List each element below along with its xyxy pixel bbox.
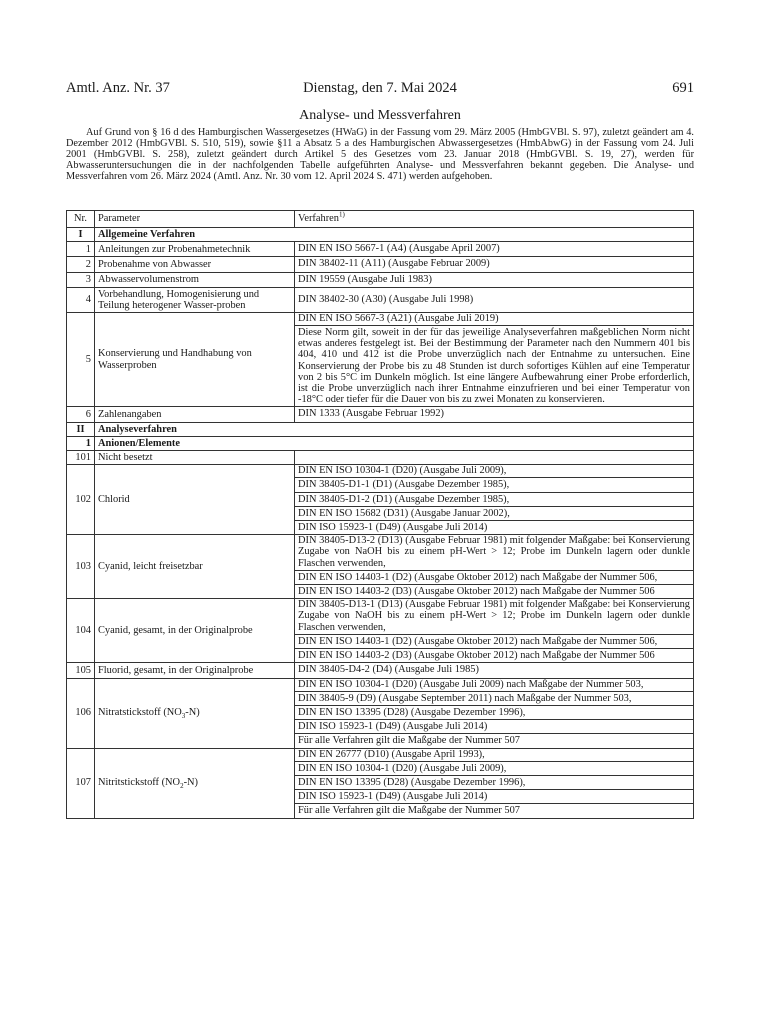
header-parameter: Parameter [95, 211, 295, 228]
row-verfahren [295, 748, 694, 818]
verfahren-entry: DIN EN ISO 13395 (D28) (Ausgabe Dezember 1996), [295, 705, 693, 719]
table-row [67, 678, 694, 748]
verfahren-entry: Für alle Verfahren gilt die Maßgabe der Nummer 507 [295, 733, 693, 747]
row-verfahren [295, 242, 694, 257]
table-row [67, 465, 694, 535]
row-number: 4 [67, 287, 95, 312]
row-number: 104 [67, 599, 95, 663]
table-body [67, 228, 694, 819]
row-number: II [67, 422, 95, 436]
table-row [67, 257, 694, 272]
verfahren-entry: DIN EN ISO 5667-3 (A21) (Ausgabe Juli 2019) [298, 312, 499, 324]
row-parameter: Cyanid, leicht freisetzbar [95, 535, 295, 599]
row-verfahren [295, 312, 694, 407]
row-parameter: Anleitungen zur Probenahmetechnik [95, 242, 295, 257]
verfahren-entry: DIN 38405-D4-2 (D4) (Ausgabe Juli 1985) [298, 664, 479, 676]
table-row [67, 663, 694, 678]
verfahren-entry: DIN EN ISO 10304-1 (D20) (Ausgabe Juli 2009), [295, 761, 693, 775]
row-verfahren [295, 451, 694, 465]
verfahren-entry: DIN EN 26777 (D10) (Ausgabe April 1993), [298, 748, 485, 760]
row-verfahren [295, 535, 694, 599]
parameter-text: Nitritstickstoff (NO [98, 777, 181, 789]
verfahren-entry: DIN EN ISO 14403-2 (D3) (Ausgabe Oktober 2012) nach Maßgabe der Nummer 506 [295, 648, 693, 662]
row-number: 1 [67, 436, 95, 450]
issue-date: Dienstag, den 7. Mai 2024 [303, 80, 457, 96]
row-number: 2 [67, 257, 95, 272]
table-header-row [67, 211, 694, 228]
row-parameter: Anionen/Elemente [95, 436, 694, 450]
verfahren-entry: Für alle Verfahren gilt die Maßgabe der Nummer 507 [295, 803, 693, 817]
row-parameter: Probenahme von Abwasser [95, 257, 295, 272]
row-verfahren [295, 257, 694, 272]
header-verfahren [295, 211, 694, 228]
table-row [67, 272, 694, 287]
row-number: 101 [67, 451, 95, 465]
footnote-marker: 1) [338, 210, 345, 219]
verfahren-entry: DIN 38405-D1-2 (D1) (Ausgabe Dezember 1985), [295, 492, 693, 506]
row-verfahren [295, 678, 694, 748]
row-parameter: Zahlenangaben [95, 407, 295, 422]
verfahren-entry: DIN EN ISO 15682 (D31) (Ausgabe Januar 2002), [295, 506, 693, 520]
table-row [67, 407, 694, 422]
verfahren-entry: Diese Norm gilt, soweit in der für das jeweilige Analyseverfahren maßgeblichen Norm nicht etwas anderes festgelegt ist. Bei der Bestimmung der Parameter nach den Nummern 401 bis 404, 410 und 412 ist die Probe unverzüglich nach der Entnahme zu untersuchen. Eine Konservierung der Probe bis zu 48 Stunden ist durch sofortiges Kühlen auf eine Temperatur von 2 bis 5°C im Dunkeln möglich. Ist eine längere Aufbewahrung einer Probe erforderlich, ist die Probe unverzüglich nach ihrer Entnahme einzufrieren und bei einer Temperatur von -18°C oder tiefer für die Dauer von bis zu zwei Monaten zu konservieren. [295, 325, 693, 406]
verfahren-entry: DIN EN ISO 14403-1 (D2) (Ausgabe Oktober 2012) nach Maßgabe der Nummer 506, [295, 570, 693, 584]
verfahren-entry: DIN EN ISO 10304-1 (D20) (Ausgabe Juli 2009), [298, 465, 507, 477]
row-number: 103 [67, 535, 95, 599]
row-number: 102 [67, 465, 95, 535]
row-number: 106 [67, 678, 95, 748]
table-row [67, 451, 694, 465]
verfahren-entry: DIN EN ISO 14403-2 (D3) (Ausgabe Oktober 2012) nach Maßgabe der Nummer 506 [295, 584, 693, 598]
table-row [67, 748, 694, 818]
row-parameter [95, 678, 295, 748]
row-parameter [95, 748, 295, 818]
verfahren-entry: DIN 38402-11 (A11) (Ausgabe Februar 2009) [298, 258, 490, 270]
section-row [67, 228, 694, 242]
row-parameter: Konservierung und Handhabung von Wasserproben [95, 312, 295, 407]
header-verfahren-label: Verfahren [298, 213, 339, 225]
row-number: 1 [67, 242, 95, 257]
verfahren-entry: DIN ISO 15923-1 (D49) (Ausgabe Juli 2014) [295, 520, 693, 534]
row-verfahren [295, 407, 694, 422]
row-verfahren [295, 272, 694, 287]
table-row [67, 599, 694, 663]
table-row [67, 242, 694, 257]
row-parameter: Fluorid, gesamt, in der Originalprobe [95, 663, 295, 678]
verfahren-entry: DIN 38405-D13-2 (D13) (Ausgabe Februar 1981) mit folgender Maßgabe: bei Konservierung Zugabe von NaOH bis zu einem pH-Wert > 12; Probe im Dunkeln lagern oder dunkle Flaschen verwenden, [298, 535, 690, 569]
row-parameter: Chlorid [95, 465, 295, 535]
table-row [67, 287, 694, 312]
verfahren-entry: DIN 38402-30 (A30) (Ausgabe Juli 1998) [298, 293, 474, 305]
row-parameter: Analyseverfahren [95, 422, 694, 436]
verfahren-entry: DIN 1333 (Ausgabe Februar 1992) [298, 408, 445, 420]
row-parameter: Nicht besetzt [95, 451, 295, 465]
table-row [67, 535, 694, 599]
document-title: Analyse- und Messverfahren [299, 108, 461, 123]
header-nr: Nr. [67, 211, 95, 228]
row-verfahren [295, 599, 694, 663]
row-number: I [67, 228, 95, 242]
row-verfahren [295, 663, 694, 678]
row-number: 105 [67, 663, 95, 678]
verfahren-entry: DIN EN ISO 5667-1 (A4) (Ausgabe April 2007) [298, 243, 500, 255]
methods-table [66, 210, 694, 819]
issue-number: Amtl. Anz. Nr. 37 [66, 80, 170, 96]
parameter-subscript: 2 [180, 782, 184, 791]
section-row [67, 436, 694, 450]
row-parameter: Vorbehandlung, Homogenisierung und Teilung heterogener Wasser-proben [95, 287, 295, 312]
verfahren-entry: DIN EN ISO 10304-1 (D20) (Ausgabe Juli 2009) nach Maßgabe der Nummer 503, [298, 678, 644, 690]
parameter-text: Nitratstickstoff (NO [98, 707, 182, 719]
row-parameter: Abwasservolumenstrom [95, 272, 295, 287]
row-number: 3 [67, 272, 95, 287]
page-number: 691 [672, 80, 694, 96]
row-number: 6 [67, 407, 95, 422]
parameter-text-suffix: -N) [185, 707, 200, 719]
row-verfahren [295, 287, 694, 312]
row-number: 5 [67, 312, 95, 407]
verfahren-entry: DIN EN ISO 13395 (D28) (Ausgabe Dezember 1996), [295, 775, 693, 789]
verfahren-entry: DIN 38405-9 (D9) (Ausgabe September 2011) nach Maßgabe der Nummer 503, [295, 691, 693, 705]
section-row [67, 422, 694, 436]
verfahren-entry: DIN 38405-D13-1 (D13) (Ausgabe Februar 1981) mit folgender Maßgabe: bei Konservierung Zugabe von NaOH bis zu einem pH-Wert > 12; Probe im Dunkeln lagern oder dunkle Flaschen verwenden, [298, 599, 690, 633]
parameter-subscript: 3 [181, 712, 186, 721]
verfahren-entry: DIN 19559 (Ausgabe Juli 1983) [298, 273, 432, 285]
page-header [66, 80, 694, 100]
intro-text: Auf Grund von § 16 d des Hamburgischen Wassergesetzes (HWaG) in der Fassung vom 29. März 2005 (HmbGVBl. S. 97), zuletzt geändert am 4. Dezember 2012 (HmbGVBl. S. 510, 519), sowie §11 a Absatz 5 a des Hamburgischen Abwassergesetzes (HmbAbwG) in der Fassung vom 24. Juli 2001 (HmbGVBl. S. 258), zuletzt geändert durch Artikel 5 des Gesetzes vom 23. Januar 2018 (HmbGVBl. S. 19, 27), werden für Abwasseruntersuchungen die in der nachfolgenden Tabelle aufgeführten Analyse- und Messverfahren bekannt gegeben. Die Analyse- und Messverfahren vom 26. März 2024 (Amtl. Anz. Nr. 30 vom 12. April 2024 S. 471) werden aufgehoben. [66, 127, 694, 183]
intro-paragraph [66, 127, 694, 182]
verfahren-entry: DIN 38405-D1-1 (D1) (Ausgabe Dezember 1985), [295, 477, 693, 491]
row-parameter: Cyanid, gesamt, in der Originalprobe [95, 599, 295, 663]
parameter-text-suffix: -N) [183, 777, 198, 789]
row-parameter: Allgemeine Verfahren [95, 228, 694, 242]
table-row [67, 312, 694, 407]
verfahren-entry: DIN EN ISO 14403-1 (D2) (Ausgabe Oktober 2012) nach Maßgabe der Nummer 506, [295, 634, 693, 648]
verfahren-entry: DIN ISO 15923-1 (D49) (Ausgabe Juli 2014) [295, 719, 693, 733]
row-verfahren [295, 465, 694, 535]
verfahren-entry: DIN ISO 15923-1 (D49) (Ausgabe Juli 2014) [295, 789, 693, 803]
row-number: 107 [67, 748, 95, 818]
